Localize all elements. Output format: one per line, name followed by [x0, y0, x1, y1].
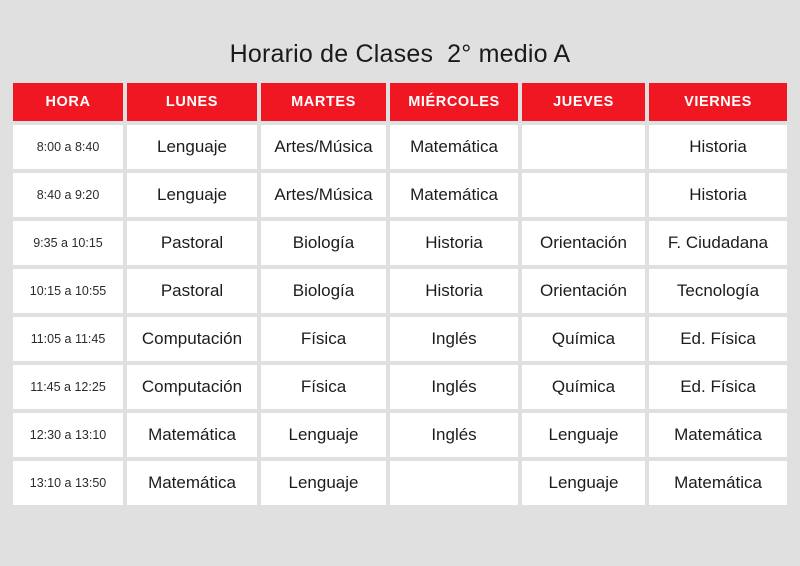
class-cell: Historia [649, 173, 787, 217]
hour-cell: 9:35 a 10:15 [13, 221, 123, 265]
table-row [13, 269, 787, 313]
class-cell: Física [261, 317, 386, 361]
class-cell: Orientación [522, 269, 645, 313]
column-header-hora: HORA [13, 83, 123, 121]
class-cell [522, 125, 645, 169]
hour-cell: 10:15 a 10:55 [13, 269, 123, 313]
table-row [13, 461, 787, 505]
table-row [13, 173, 787, 217]
class-cell: Inglés [390, 365, 518, 409]
schedule-table [9, 79, 791, 509]
class-cell: Historia [390, 269, 518, 313]
class-cell: Matemática [390, 173, 518, 217]
class-cell: Tecnología [649, 269, 787, 313]
hour-cell: 8:00 a 8:40 [13, 125, 123, 169]
hour-cell: 11:05 a 11:45 [13, 317, 123, 361]
class-cell: Computación [127, 365, 257, 409]
class-cell: Matemática [127, 461, 257, 505]
class-cell: Matemática [649, 461, 787, 505]
table-row [13, 221, 787, 265]
class-cell: Lenguaje [522, 461, 645, 505]
column-header-lunes: LUNES [127, 83, 257, 121]
class-cell: Ed. Física [649, 317, 787, 361]
class-cell: Lenguaje [127, 173, 257, 217]
class-cell: Pastoral [127, 269, 257, 313]
table-row [13, 317, 787, 361]
class-cell: Lenguaje [261, 413, 386, 457]
class-cell: Artes/Música [261, 125, 386, 169]
class-cell: Química [522, 317, 645, 361]
class-cell: Orientación [522, 221, 645, 265]
class-cell: Matemática [649, 413, 787, 457]
page-title-main: Horario de Clases [229, 40, 434, 68]
class-cell: Biología [261, 221, 386, 265]
table-header-row [13, 83, 787, 121]
class-cell: Química [522, 365, 645, 409]
hour-cell: 11:45 a 12:25 [13, 365, 123, 409]
class-cell: Inglés [390, 317, 518, 361]
class-cell: Historia [390, 221, 518, 265]
class-cell: Lenguaje [522, 413, 645, 457]
class-cell [390, 461, 518, 505]
class-cell: F. Ciudadana [649, 221, 787, 265]
table-row [13, 365, 787, 409]
column-header-viernes: VIERNES [649, 83, 787, 121]
page-title-course: 2° medio A [447, 40, 571, 68]
class-cell: Historia [649, 125, 787, 169]
class-cell: Física [261, 365, 386, 409]
table-row [13, 125, 787, 169]
hour-cell: 13:10 a 13:50 [13, 461, 123, 505]
table-row [13, 413, 787, 457]
class-cell: Matemática [127, 413, 257, 457]
hour-cell: 12:30 a 13:10 [13, 413, 123, 457]
class-cell: Lenguaje [127, 125, 257, 169]
class-cell: Lenguaje [261, 461, 386, 505]
page-title [0, 0, 800, 79]
column-header-martes: MARTES [261, 83, 386, 121]
class-cell: Ed. Física [649, 365, 787, 409]
column-header-jueves: JUEVES [522, 83, 645, 121]
hour-cell: 8:40 a 9:20 [13, 173, 123, 217]
class-cell: Artes/Música [261, 173, 386, 217]
class-cell: Pastoral [127, 221, 257, 265]
class-cell [522, 173, 645, 217]
class-cell: Computación [127, 317, 257, 361]
column-header-miercoles: MIÉRCOLES [390, 83, 518, 121]
class-cell: Biología [261, 269, 386, 313]
class-cell: Matemática [390, 125, 518, 169]
class-cell: Inglés [390, 413, 518, 457]
